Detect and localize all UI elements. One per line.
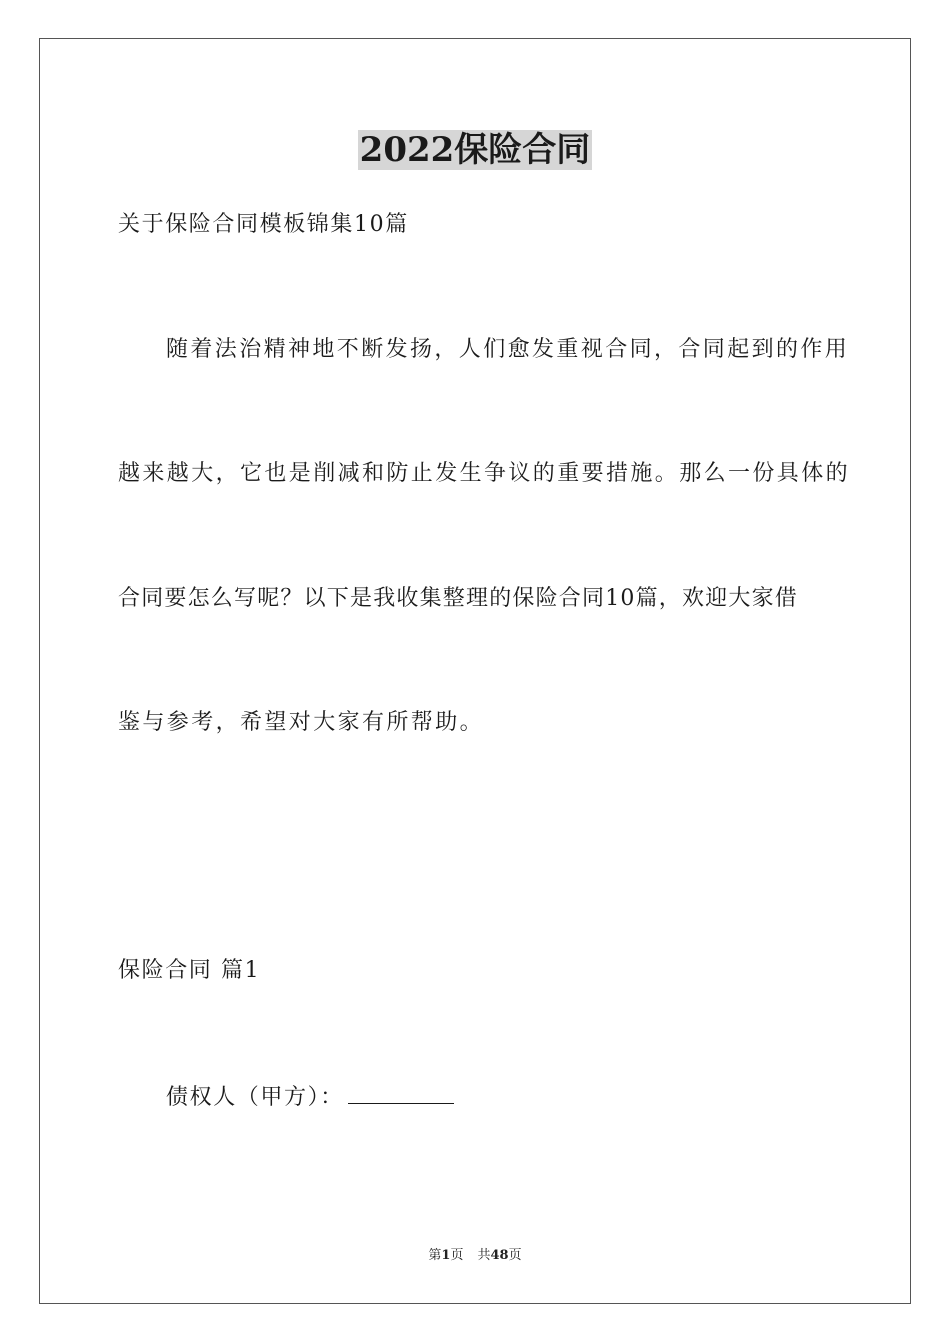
party-a-blank (348, 1081, 454, 1104)
paragraph-line-4: 鉴与参考，希望对大家有所帮助。 (118, 710, 485, 735)
party-a-line (166, 1081, 454, 1113)
footer-total-prefix: 共 (477, 1248, 491, 1263)
footer-total-pages: 48 (490, 1248, 509, 1263)
footer-page-suffix: 页 (450, 1248, 464, 1263)
footer-page-number: 1 (441, 1248, 451, 1263)
document-title (0, 126, 950, 174)
document-title-text: 2022保险合同 (359, 130, 591, 170)
paragraph-line-1: 随着法治精神地不断发扬，人们愈发重视合同，合同起到的作用 (166, 337, 850, 362)
party-a-label: 债权人（甲方）： (166, 1085, 344, 1110)
paragraph-line-3: 合同要怎么写呢？以下是我收集整理的保险合同10篇，欢迎大家借 (118, 586, 798, 611)
footer-page-prefix: 第 (428, 1248, 442, 1263)
document-subtitle: 关于保险合同模板锦集10篇 (118, 212, 409, 237)
footer-total-suffix: 页 (508, 1248, 522, 1263)
page-footer (0, 1247, 950, 1265)
section-heading: 保险合同 篇1 (118, 958, 261, 983)
paragraph-line-2: 越来越大，它也是削减和防止发生争议的重要措施。那么一份具体的 (118, 461, 851, 486)
